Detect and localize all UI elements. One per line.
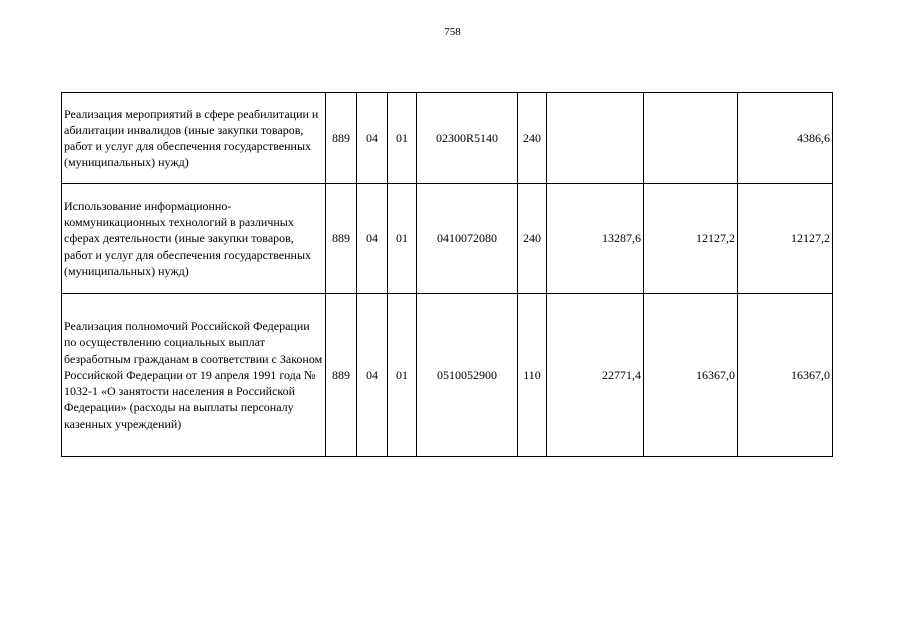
section-cell: 04 [357, 93, 388, 184]
row-name: Использование информационно-коммуникационных технологий в различных сферах деятельности (иные закупки товаров, работ и услуг для обеспечения государственных (муниципальных) нужд) [62, 184, 326, 294]
section-cell: 04 [357, 294, 388, 457]
table-row [62, 184, 833, 294]
expense-type-cell: 240 [518, 93, 547, 184]
subsection-cell: 01 [388, 294, 417, 457]
table-row [62, 93, 833, 184]
expense-type-cell: 240 [518, 184, 547, 294]
grbs-cell: 889 [326, 184, 357, 294]
subsection-cell: 01 [388, 93, 417, 184]
table-row [62, 294, 833, 457]
sum-2-cell: 16367,0 [644, 294, 738, 457]
sum-1-cell [547, 93, 644, 184]
grbs-cell: 889 [326, 93, 357, 184]
sum-3-cell: 12127,2 [738, 184, 833, 294]
sum-2-cell [644, 93, 738, 184]
grbs-cell: 889 [326, 294, 357, 457]
target-article-cell: 0510052900 [417, 294, 518, 457]
page-number: 758 [444, 26, 461, 38]
subsection-cell: 01 [388, 184, 417, 294]
section-cell: 04 [357, 184, 388, 294]
sum-2-cell: 12127,2 [644, 184, 738, 294]
row-name: Реализация полномочий Российской Федерации по осуществлению социальных выплат безработным гражданам в соответствии с Законом Российской Федерации от 19 апреля 1991 года № 1032-1 «О занятости населения в Российской Федерации» (расходы на выплаты персоналу казенных учреждений) [62, 294, 326, 457]
budget-table [61, 92, 833, 457]
sum-3-cell: 16367,0 [738, 294, 833, 457]
sum-1-cell: 22771,4 [547, 294, 644, 457]
expense-type-cell: 110 [518, 294, 547, 457]
target-article-cell: 02300R5140 [417, 93, 518, 184]
row-name: Реализация мероприятий в сфере реабилитации и абилитации инвалидов (иные закупки товаров, работ и услуг для обеспечения государственных (муниципальных) нужд) [62, 93, 326, 184]
target-article-cell: 0410072080 [417, 184, 518, 294]
sum-3-cell: 4386,6 [738, 93, 833, 184]
sum-1-cell: 13287,6 [547, 184, 644, 294]
